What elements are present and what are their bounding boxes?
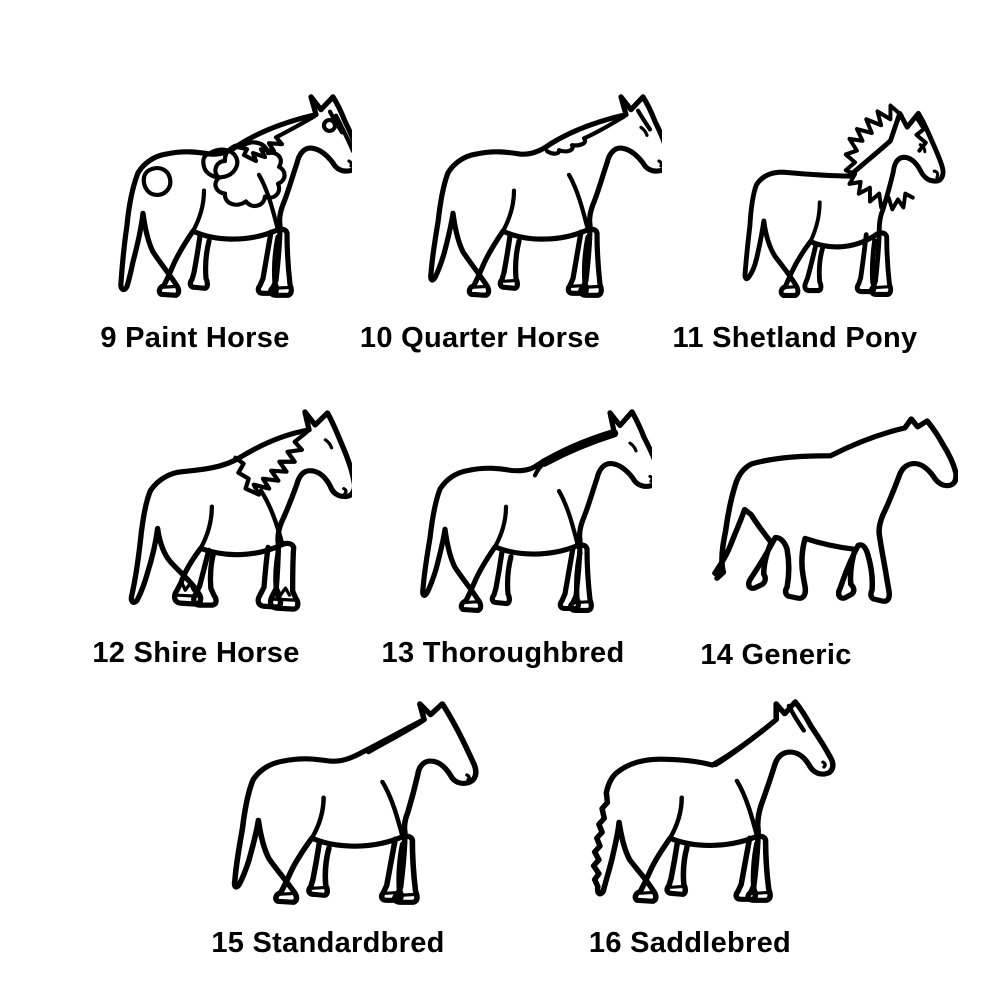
figure-generic-horse [682,398,958,632]
saddlebred-illustration [566,692,842,924]
caption-saddlebred: 16 Saddlebred [588,927,792,959]
figure-quarter-horse [402,84,662,316]
caption-quarter-horse: 10 Quarter Horse [359,322,601,354]
shetland-pony-illustration [708,86,950,316]
quarter-horse-drawing [431,97,662,295]
figure-shetland-pony [708,86,950,316]
caption-shire-horse: 12 Shire Horse [92,637,300,669]
paint-horse-illustration [92,84,352,316]
figure-thoroughbred [392,402,652,632]
generic-horse-illustration [682,398,958,632]
figure-saddlebred [566,692,842,924]
quarter-horse-illustration [402,84,662,316]
generic-horse-drawing [715,419,956,601]
saddlebred-drawing [594,702,833,901]
thoroughbred-illustration [392,402,652,632]
figure-shire-horse [86,400,352,634]
shire-horse-drawing [131,412,352,609]
caption-thoroughbred: 13 Thoroughbred [381,637,625,669]
caption-standardbred: 15 Standardbred [211,927,445,959]
caption-generic: 14 Generic [700,639,852,671]
caption-paint-horse: 9 Paint Horse [100,322,290,354]
standardbred-illustration [206,692,484,924]
figure-paint-horse [92,84,352,316]
standardbred-drawing [235,704,476,902]
caption-shetland-pony: 11 Shetland Pony [672,322,918,354]
thoroughbred-drawing [423,412,652,611]
shire-horse-illustration [86,400,352,634]
figure-standardbred [206,692,484,924]
paint-horse-drawing [121,97,352,295]
shetland-pony-drawing [745,106,943,296]
